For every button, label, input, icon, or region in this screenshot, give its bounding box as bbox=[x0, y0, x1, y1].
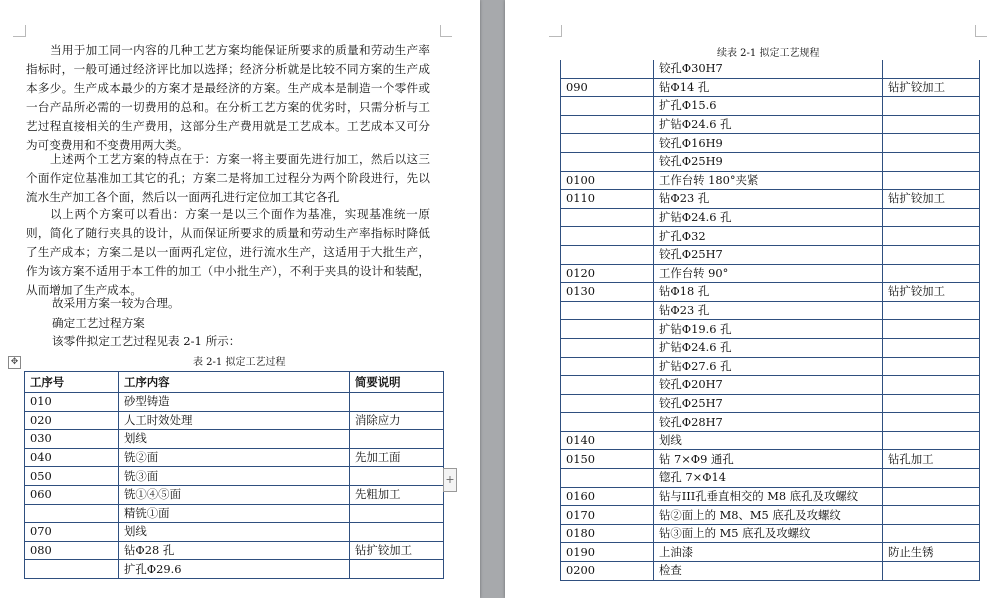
cell-step-no[interactable]: 0200 bbox=[561, 562, 654, 581]
cell-note[interactable] bbox=[883, 264, 980, 283]
cell-content[interactable]: 钻②面上的 M8、M5 底孔及攻螺纹 bbox=[654, 506, 883, 525]
cell-note[interactable] bbox=[350, 467, 444, 486]
table-row bbox=[561, 394, 980, 413]
table-row bbox=[561, 152, 980, 171]
table-row bbox=[561, 60, 980, 78]
cell-note[interactable] bbox=[883, 376, 980, 395]
table-row bbox=[561, 469, 980, 488]
cell-note[interactable] bbox=[350, 393, 444, 412]
cell-content[interactable]: 钻Φ28 孔 bbox=[119, 541, 350, 560]
table-row bbox=[25, 430, 444, 449]
cell-note[interactable] bbox=[883, 301, 980, 320]
cell-content[interactable]: 扩钻Φ24.6 孔 bbox=[654, 208, 883, 227]
crop-mark bbox=[561, 25, 562, 37]
cell-content[interactable]: 扩孔Φ32 bbox=[654, 227, 883, 246]
cell-step-no[interactable] bbox=[561, 413, 654, 432]
table-row bbox=[561, 301, 980, 320]
cell-step-no[interactable]: 0150 bbox=[561, 450, 654, 469]
cell-step-no[interactable] bbox=[561, 134, 654, 153]
table-row bbox=[561, 487, 980, 506]
cell-content[interactable]: 工作台转 180°夹紧 bbox=[654, 171, 883, 190]
table-row bbox=[561, 413, 980, 432]
cell-step-no[interactable]: 020 bbox=[25, 411, 119, 430]
cell-note[interactable] bbox=[883, 227, 980, 246]
cell-note[interactable] bbox=[883, 97, 980, 116]
table-row bbox=[561, 134, 980, 153]
crop-mark bbox=[975, 36, 987, 37]
cell-content[interactable]: 铰孔Φ25H7 bbox=[654, 394, 883, 413]
cell-step-no[interactable] bbox=[561, 469, 654, 488]
cell-step-no[interactable]: 0120 bbox=[561, 264, 654, 283]
table-row bbox=[25, 560, 444, 579]
cell-note[interactable]: 钻扩铰加工 bbox=[883, 190, 980, 209]
cell-step-no[interactable]: 0190 bbox=[561, 543, 654, 562]
cell-step-no[interactable]: 030 bbox=[25, 430, 119, 449]
move-handle-icon[interactable]: ✥ bbox=[8, 356, 21, 369]
cell-content[interactable]: 精铣①面 bbox=[119, 504, 350, 523]
table-row bbox=[561, 283, 980, 302]
cell-content[interactable]: 铣①④⑤面 bbox=[119, 485, 350, 504]
table-caption: 续表 2-1 拟定工艺规程 bbox=[717, 48, 820, 59]
cell-step-no[interactable]: 060 bbox=[25, 485, 119, 504]
table-row bbox=[561, 562, 980, 581]
body-paragraph[interactable]: 上述两个工艺方案的特点在于：方案一将主要面先进行加工，然后以这三个面作定位基准加工其它的孔；方案二是将加工过程分为两个阶段进行，先以流水生产加工各个面，然后以一面两孔进行定位加工其它各孔 bbox=[26, 152, 430, 204]
cell-note[interactable] bbox=[883, 506, 980, 525]
header-note: 简要说明 bbox=[350, 372, 444, 393]
cell-content[interactable]: 扩孔Φ15.6 bbox=[654, 97, 883, 116]
table-intro-line[interactable]: 该零件拟定工艺过程见表 2-1 所示： bbox=[52, 334, 241, 348]
cell-note[interactable] bbox=[883, 413, 980, 432]
cell-step-no[interactable]: 070 bbox=[25, 523, 119, 542]
process-table-continued bbox=[560, 60, 980, 581]
cell-note[interactable] bbox=[883, 208, 980, 227]
table-row bbox=[561, 115, 980, 134]
cell-note[interactable] bbox=[883, 487, 980, 506]
cell-content[interactable]: 铣③面 bbox=[119, 467, 350, 486]
table-row bbox=[561, 357, 980, 376]
cell-content[interactable]: 钻与III孔垂直相交的 M8 底孔及攻螺纹 bbox=[654, 487, 883, 506]
cell-note[interactable] bbox=[883, 562, 980, 581]
cell-step-no[interactable] bbox=[561, 357, 654, 376]
cell-note[interactable] bbox=[350, 504, 444, 523]
crop-mark bbox=[549, 36, 561, 37]
cell-content[interactable]: 锪孔 7×Φ14 bbox=[654, 469, 883, 488]
table-row bbox=[561, 264, 980, 283]
table-caption: 表 2-1 拟定工艺过程 bbox=[193, 357, 286, 368]
table-row bbox=[561, 506, 980, 525]
cell-content[interactable]: 钻 7×Φ9 通孔 bbox=[654, 450, 883, 469]
cell-content[interactable]: 扩钻Φ19.6 孔 bbox=[654, 320, 883, 339]
table-row bbox=[561, 320, 980, 339]
process-table bbox=[24, 371, 444, 579]
cell-step-no[interactable]: 040 bbox=[25, 448, 119, 467]
cell-note[interactable] bbox=[883, 152, 980, 171]
table-row bbox=[561, 190, 980, 209]
cell-content[interactable]: 划线 bbox=[119, 430, 350, 449]
cell-note[interactable] bbox=[883, 338, 980, 357]
cell-note[interactable]: 钻扩铰加工 bbox=[883, 78, 980, 97]
cell-content[interactable]: 铰孔Φ16H9 bbox=[654, 134, 883, 153]
cell-content[interactable]: 钻Φ14 孔 bbox=[654, 78, 883, 97]
table-row bbox=[561, 227, 980, 246]
cell-step-no[interactable]: 0140 bbox=[561, 431, 654, 450]
cell-note[interactable]: 先粗加工 bbox=[350, 485, 444, 504]
cell-content[interactable]: 铰孔Φ25H9 bbox=[654, 152, 883, 171]
cell-note[interactable] bbox=[883, 115, 980, 134]
cell-step-no[interactable]: 090 bbox=[561, 78, 654, 97]
body-paragraph[interactable]: 以上两个方案可以看出：方案一是以三个面作为基准，实现基准统一原则，简化了随行夹具的设计，从而保证所要求的质量和劳动生产率指标时降低了生产成本；方案二是以一面两孔定位，进行流水生产，这适用于大批生产，作为该方案不适用于本工件的加工（中小批生产），不利于夹具的设计和装配，从而增加了生产成本。 bbox=[26, 207, 430, 297]
cell-content[interactable]: 铰孔Φ30H7 bbox=[654, 60, 883, 78]
cell-step-no[interactable] bbox=[25, 504, 119, 523]
cell-note[interactable] bbox=[350, 560, 444, 579]
cell-step-no[interactable]: 0110 bbox=[561, 190, 654, 209]
cell-content[interactable]: 砂型铸造 bbox=[119, 393, 350, 412]
cell-content[interactable]: 扩钻Φ24.6 孔 bbox=[654, 115, 883, 134]
cell-step-no[interactable] bbox=[561, 301, 654, 320]
table-row bbox=[25, 485, 444, 504]
table-row bbox=[25, 411, 444, 430]
cell-note[interactable]: 防止生锈 bbox=[883, 543, 980, 562]
table-header-row bbox=[25, 372, 444, 393]
conclusion-line[interactable]: 故采用方案一较为合理。 bbox=[52, 296, 180, 310]
cell-step-no[interactable]: 0160 bbox=[561, 487, 654, 506]
cell-content[interactable]: 铰孔Φ25H7 bbox=[654, 245, 883, 264]
cell-note[interactable]: 钻孔加工 bbox=[883, 450, 980, 469]
add-column-icon[interactable]: + bbox=[443, 468, 457, 492]
cell-note[interactable] bbox=[883, 394, 980, 413]
cell-content[interactable]: 铣②面 bbox=[119, 448, 350, 467]
table-row bbox=[561, 171, 980, 190]
cell-note[interactable] bbox=[883, 524, 980, 543]
cell-note[interactable] bbox=[883, 469, 980, 488]
cell-note[interactable] bbox=[883, 60, 980, 78]
crop-mark bbox=[440, 36, 452, 37]
cell-note[interactable] bbox=[883, 245, 980, 264]
table-row bbox=[25, 467, 444, 486]
table-row bbox=[25, 448, 444, 467]
cell-content[interactable]: 划线 bbox=[654, 431, 883, 450]
table-row bbox=[25, 504, 444, 523]
crop-mark bbox=[25, 25, 26, 37]
cell-content[interactable]: 钻Φ18 孔 bbox=[654, 283, 883, 302]
table-row bbox=[561, 543, 980, 562]
table-row bbox=[25, 393, 444, 412]
section-heading[interactable]: 确定工艺过程方案 bbox=[52, 316, 145, 330]
cell-note[interactable]: 钻扩铰加工 bbox=[883, 283, 980, 302]
cell-step-no[interactable] bbox=[561, 97, 654, 116]
table-row bbox=[25, 541, 444, 560]
cell-note[interactable]: 钻扩铰加工 bbox=[350, 541, 444, 560]
cell-content[interactable]: 钻③面上的 M5 底孔及攻螺纹 bbox=[654, 524, 883, 543]
crop-mark bbox=[13, 36, 25, 37]
table-row bbox=[561, 245, 980, 264]
header-content: 工序内容 bbox=[119, 372, 350, 393]
cell-content[interactable]: 人工时效处理 bbox=[119, 411, 350, 430]
cell-step-no[interactable] bbox=[561, 60, 654, 78]
cell-step-no[interactable]: 050 bbox=[25, 467, 119, 486]
cell-content[interactable]: 钻Φ23 孔 bbox=[654, 190, 883, 209]
cell-note[interactable]: 先加工面 bbox=[350, 448, 444, 467]
cell-step-no[interactable]: 010 bbox=[25, 393, 119, 412]
table-row bbox=[561, 450, 980, 469]
cell-step-no[interactable]: 0130 bbox=[561, 283, 654, 302]
cell-step-no[interactable]: 0180 bbox=[561, 524, 654, 543]
cell-content[interactable]: 划线 bbox=[119, 523, 350, 542]
cell-step-no[interactable] bbox=[561, 245, 654, 264]
cell-step-no[interactable] bbox=[561, 152, 654, 171]
cell-step-no[interactable] bbox=[561, 227, 654, 246]
cell-content[interactable]: 检查 bbox=[654, 562, 883, 581]
cell-note[interactable] bbox=[883, 357, 980, 376]
cell-step-no[interactable] bbox=[561, 115, 654, 134]
cell-step-no[interactable] bbox=[561, 394, 654, 413]
table-row bbox=[561, 97, 980, 116]
cell-content[interactable]: 扩钻Φ27.6 孔 bbox=[654, 357, 883, 376]
cell-note[interactable] bbox=[883, 134, 980, 153]
cell-note[interactable] bbox=[350, 430, 444, 449]
cell-content[interactable]: 扩孔Φ29.6 bbox=[119, 560, 350, 579]
table-row bbox=[25, 523, 444, 542]
cell-step-no[interactable] bbox=[25, 560, 119, 579]
cell-note[interactable] bbox=[883, 171, 980, 190]
cell-step-no[interactable] bbox=[561, 320, 654, 339]
cell-content[interactable]: 上油漆 bbox=[654, 543, 883, 562]
cell-note[interactable] bbox=[883, 431, 980, 450]
header-step-no: 工序号 bbox=[25, 372, 119, 393]
cell-step-no[interactable]: 0170 bbox=[561, 506, 654, 525]
cell-note[interactable] bbox=[350, 523, 444, 542]
table-row bbox=[561, 431, 980, 450]
cell-content[interactable]: 工作台转 90° bbox=[654, 264, 883, 283]
table-row bbox=[561, 208, 980, 227]
cell-note[interactable] bbox=[883, 320, 980, 339]
document-page-left bbox=[0, 0, 480, 598]
body-paragraph[interactable]: 当用于加工同一内容的几种工艺方案均能保证所要求的质量和劳动生产率指标时，一般可通过经济评比加以选择；经济分析就是比较不同方案的生产成本多少。生产成本最少的方案才是最经济的方案。生产成本是制造一个零件或一台产品所必需的一切费用的总和。在分析工艺方案的优劣时，只需分析与工艺过程直接相关的生产费用，这部分生产费用就是工艺成本。工艺成本又可分为可变费用和不变费用两大类。 bbox=[26, 43, 430, 152]
cell-step-no[interactable]: 080 bbox=[25, 541, 119, 560]
document-page-right bbox=[505, 0, 994, 598]
cell-content[interactable]: 铰孔Φ28H7 bbox=[654, 413, 883, 432]
table-row bbox=[561, 78, 980, 97]
cell-step-no[interactable] bbox=[561, 338, 654, 357]
table-row bbox=[561, 338, 980, 357]
cell-step-no[interactable] bbox=[561, 208, 654, 227]
table-row bbox=[561, 524, 980, 543]
cell-note[interactable]: 消除应力 bbox=[350, 411, 444, 430]
table-row bbox=[561, 376, 980, 395]
cell-step-no[interactable]: 0100 bbox=[561, 171, 654, 190]
cell-content[interactable]: 钻Φ23 孔 bbox=[654, 301, 883, 320]
cell-step-no[interactable] bbox=[561, 376, 654, 395]
cell-content[interactable]: 扩钻Φ24.6 孔 bbox=[654, 338, 883, 357]
cell-content[interactable]: 铰孔Φ20H7 bbox=[654, 376, 883, 395]
